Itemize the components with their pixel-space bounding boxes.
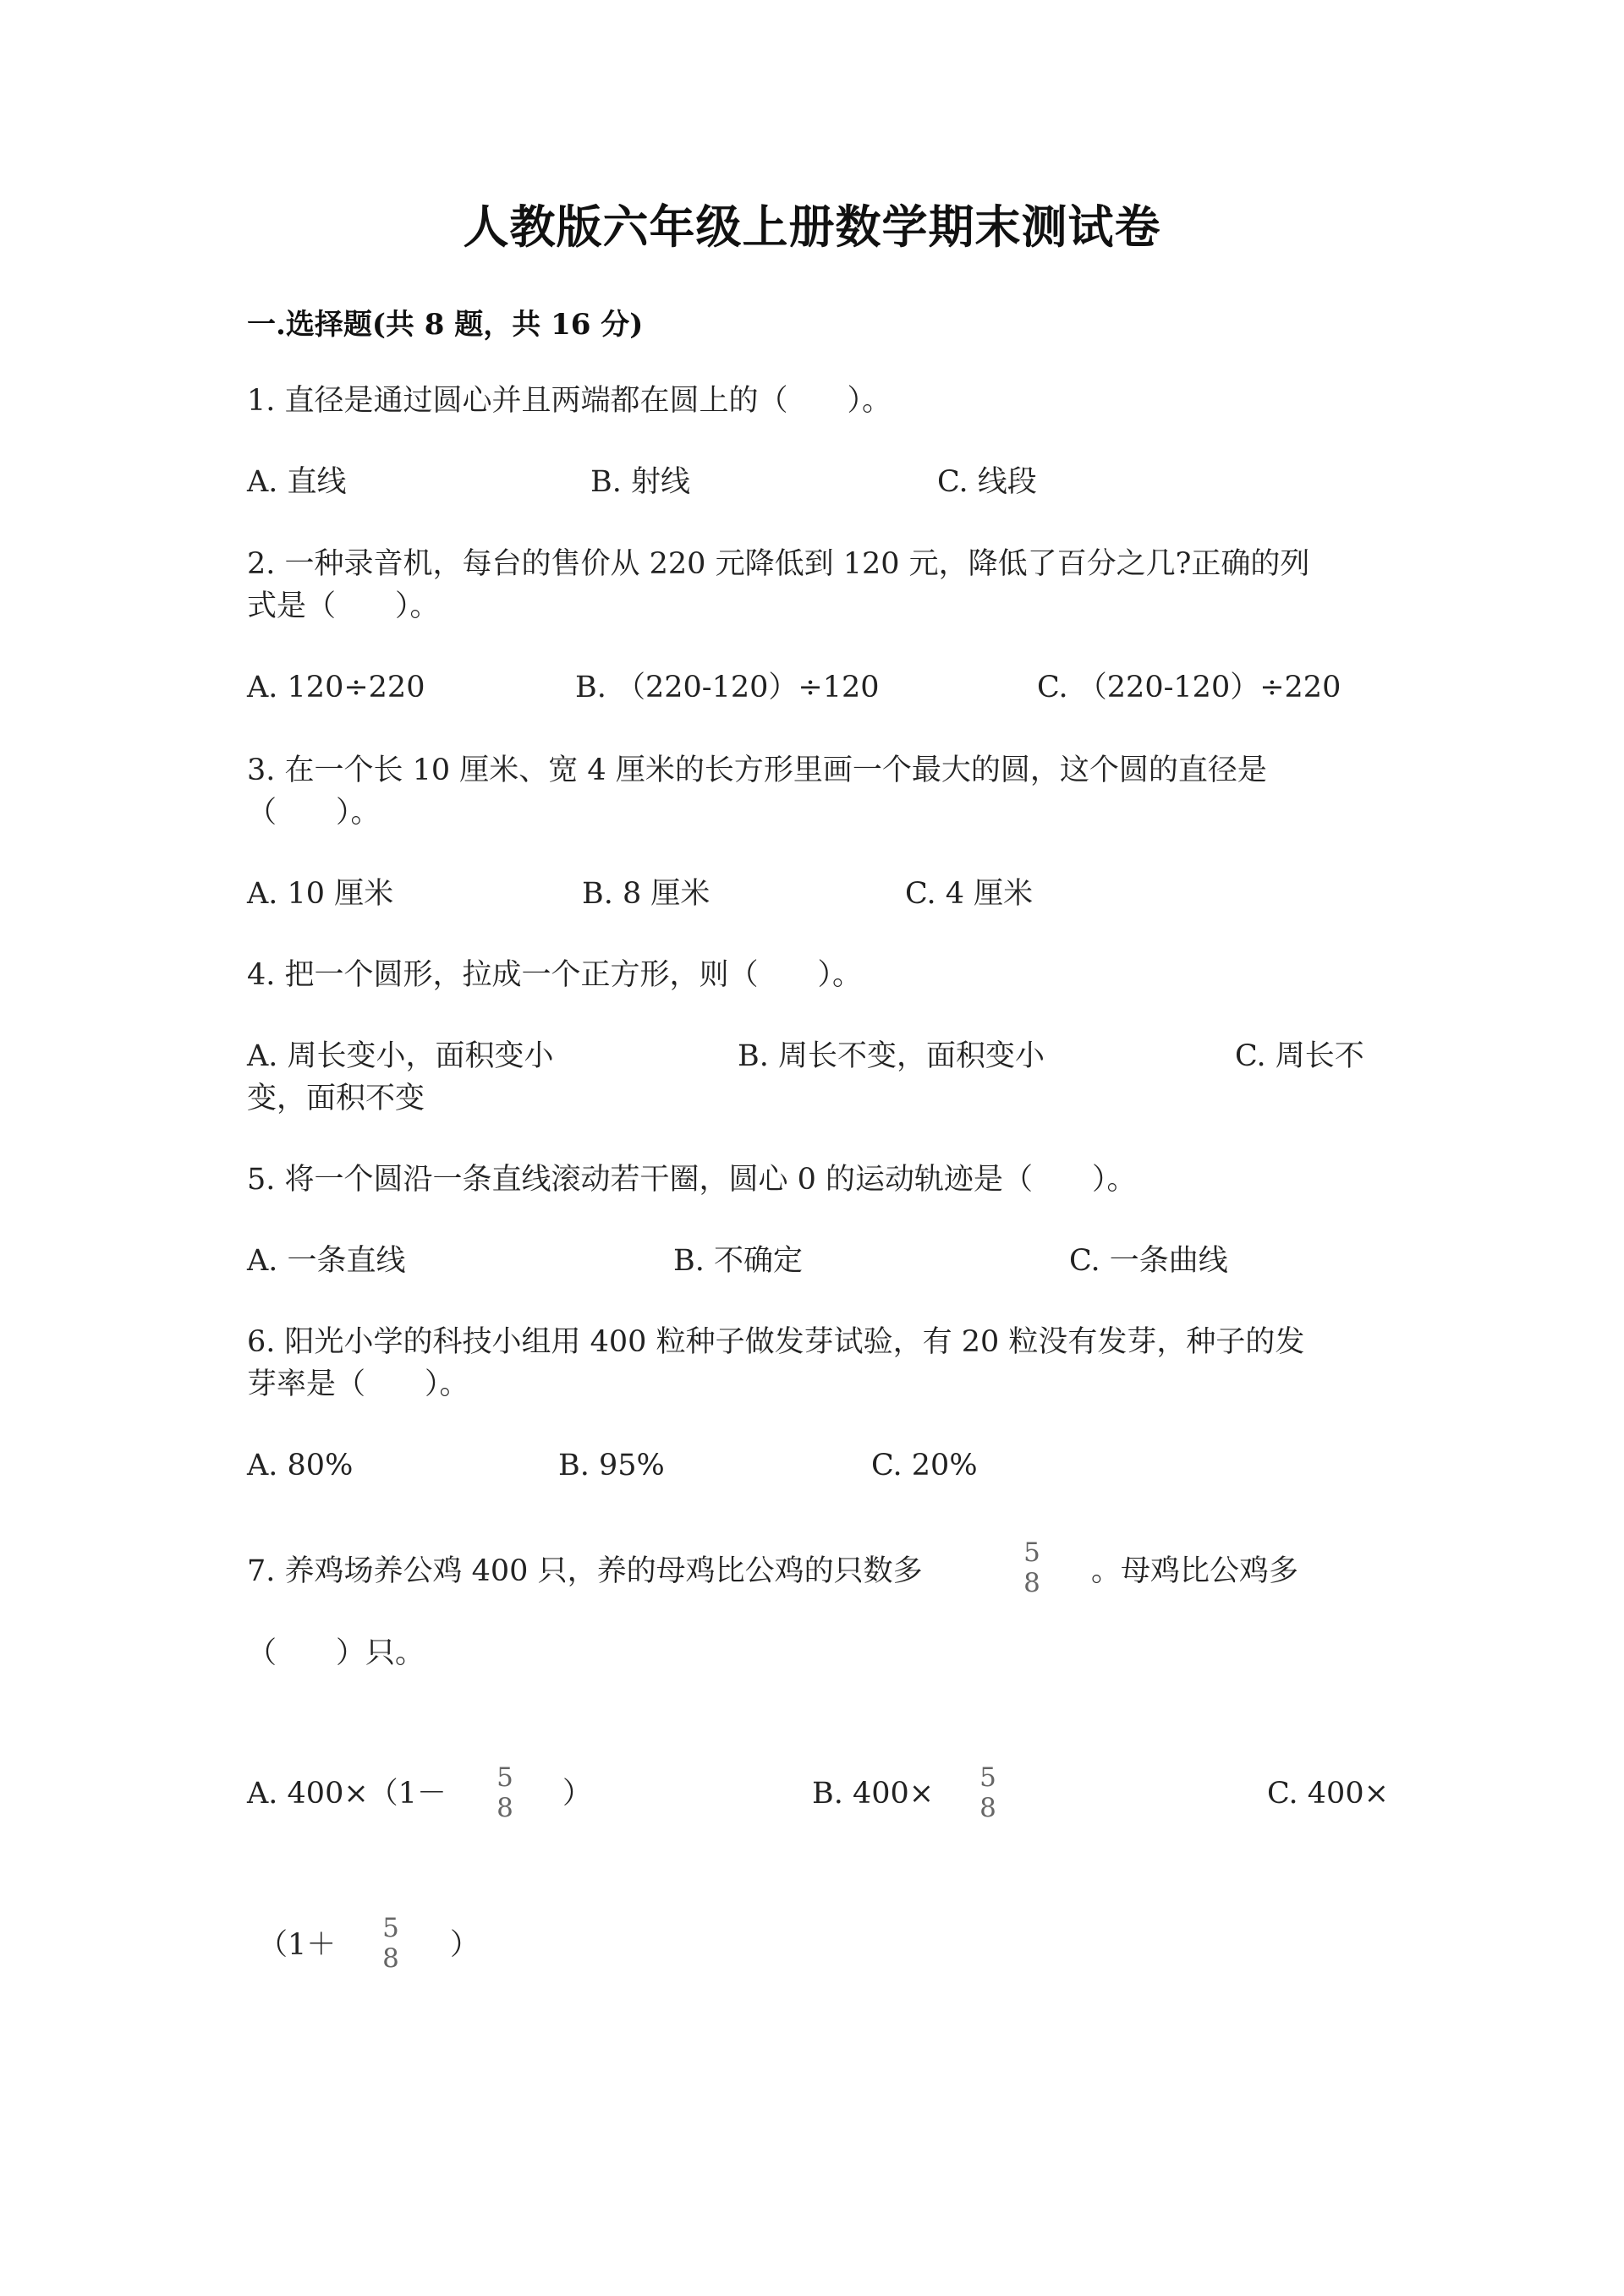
question-3-option-c: C. 4 厘米 [905,877,1034,911]
question-7-text-line-2: （ ）只。 [247,1636,425,1670]
question-6-option-c: C. 20% [871,1449,978,1482]
question-6-option-b: B. 95% [558,1449,665,1482]
option-c-fraction [374,1913,408,1974]
question-5-option-b: B. 不确定 [673,1244,803,1278]
fraction-numerator: 5 [979,1762,996,1793]
question-1-option-c: C. 线段 [937,465,1037,499]
option-b-fraction [971,1762,1005,1823]
question-4-option-a: A. 周长变小，面积变小 [247,1039,554,1073]
question-7-option-a: A. 400×（1－ [247,1777,447,1811]
question-4-text: 4. 把一个圆形，拉成一个正方形，则（ ）。 [247,958,863,992]
question-1-option-a: A. 直线 [247,465,347,499]
option-a-fraction [488,1762,522,1823]
fraction-five-eighths [1015,1537,1049,1598]
question-7-option-a-close: ） [562,1777,593,1811]
question-5-option-a: A. 一条直线 [247,1244,406,1278]
question-5-option-c: C. 一条曲线 [1069,1244,1228,1278]
fraction-numerator: 5 [382,1913,399,1943]
question-6-text-line-2: 芽率是（ ）。 [247,1367,469,1401]
page-title: 人教版六年级上册数学期末测试卷 [463,200,1161,254]
question-5-text: 5. 将一个圆沿一条直线滚动若干圈，圆心 0 的运动轨迹是（ ）。 [247,1163,1137,1197]
question-4-option-c-continued: 变，面积不变 [247,1082,425,1115]
question-3-text-line-1: 3. 在一个长 10 厘米、宽 4 厘米的长方形里画一个最大的圆，这个圆的直径是 [247,753,1267,787]
question-7-text-part-1: 7. 养鸡场养公鸡 400 只，养的母鸡比公鸡的只数多 [247,1554,923,1588]
question-2-text-line-2: 式是（ ）。 [247,589,440,623]
question-7-option-c-continued: （1＋ [258,1928,337,1962]
question-7-option-b: B. 400× [812,1777,935,1811]
question-3-text-line-2: （ ）。 [247,796,381,830]
question-3-option-a: A. 10 厘米 [247,877,394,911]
question-3-option-b: B. 8 厘米 [582,877,710,911]
question-1-option-b: B. 射线 [590,465,690,499]
question-7-option-c: C. 400× [1267,1777,1389,1811]
section-heading: 一.选择题(共 8 题，共 16 分) [247,308,644,342]
fraction-denominator: 8 [382,1943,399,1974]
question-7-text-part-2: 。母鸡比公鸡多 [1091,1554,1299,1588]
question-2-text-line-1: 2. 一种录音机，每台的售价从 220 元降低到 120 元，降低了百分之几?正确的列 [247,547,1310,581]
question-6-option-a: A. 80% [247,1449,354,1482]
question-1-text: 1. 直径是通过圆心并且两端都在圆上的（ ）。 [247,384,892,418]
fraction-denominator: 8 [979,1793,996,1823]
fraction-numerator: 5 [497,1762,513,1793]
question-6-text-line-1: 6. 阳光小学的科技小组用 400 粒种子做发芽试验，有 20 粒没有发芽，种子的发 [247,1325,1305,1359]
question-2-option-c: C. （220-120）÷220 [1037,671,1341,704]
fraction-denominator: 8 [1023,1568,1040,1598]
question-4-option-c: C. 周长不 [1235,1039,1364,1073]
question-2-option-a: A. 120÷220 [247,671,425,704]
fraction-denominator: 8 [497,1793,513,1823]
fraction-numerator: 5 [1023,1537,1040,1568]
question-7-option-c-close: ） [450,1928,480,1962]
question-4-option-b: B. 周长不变，面积变小 [738,1039,1045,1073]
question-2-option-b: B. （220-120）÷120 [575,671,880,704]
